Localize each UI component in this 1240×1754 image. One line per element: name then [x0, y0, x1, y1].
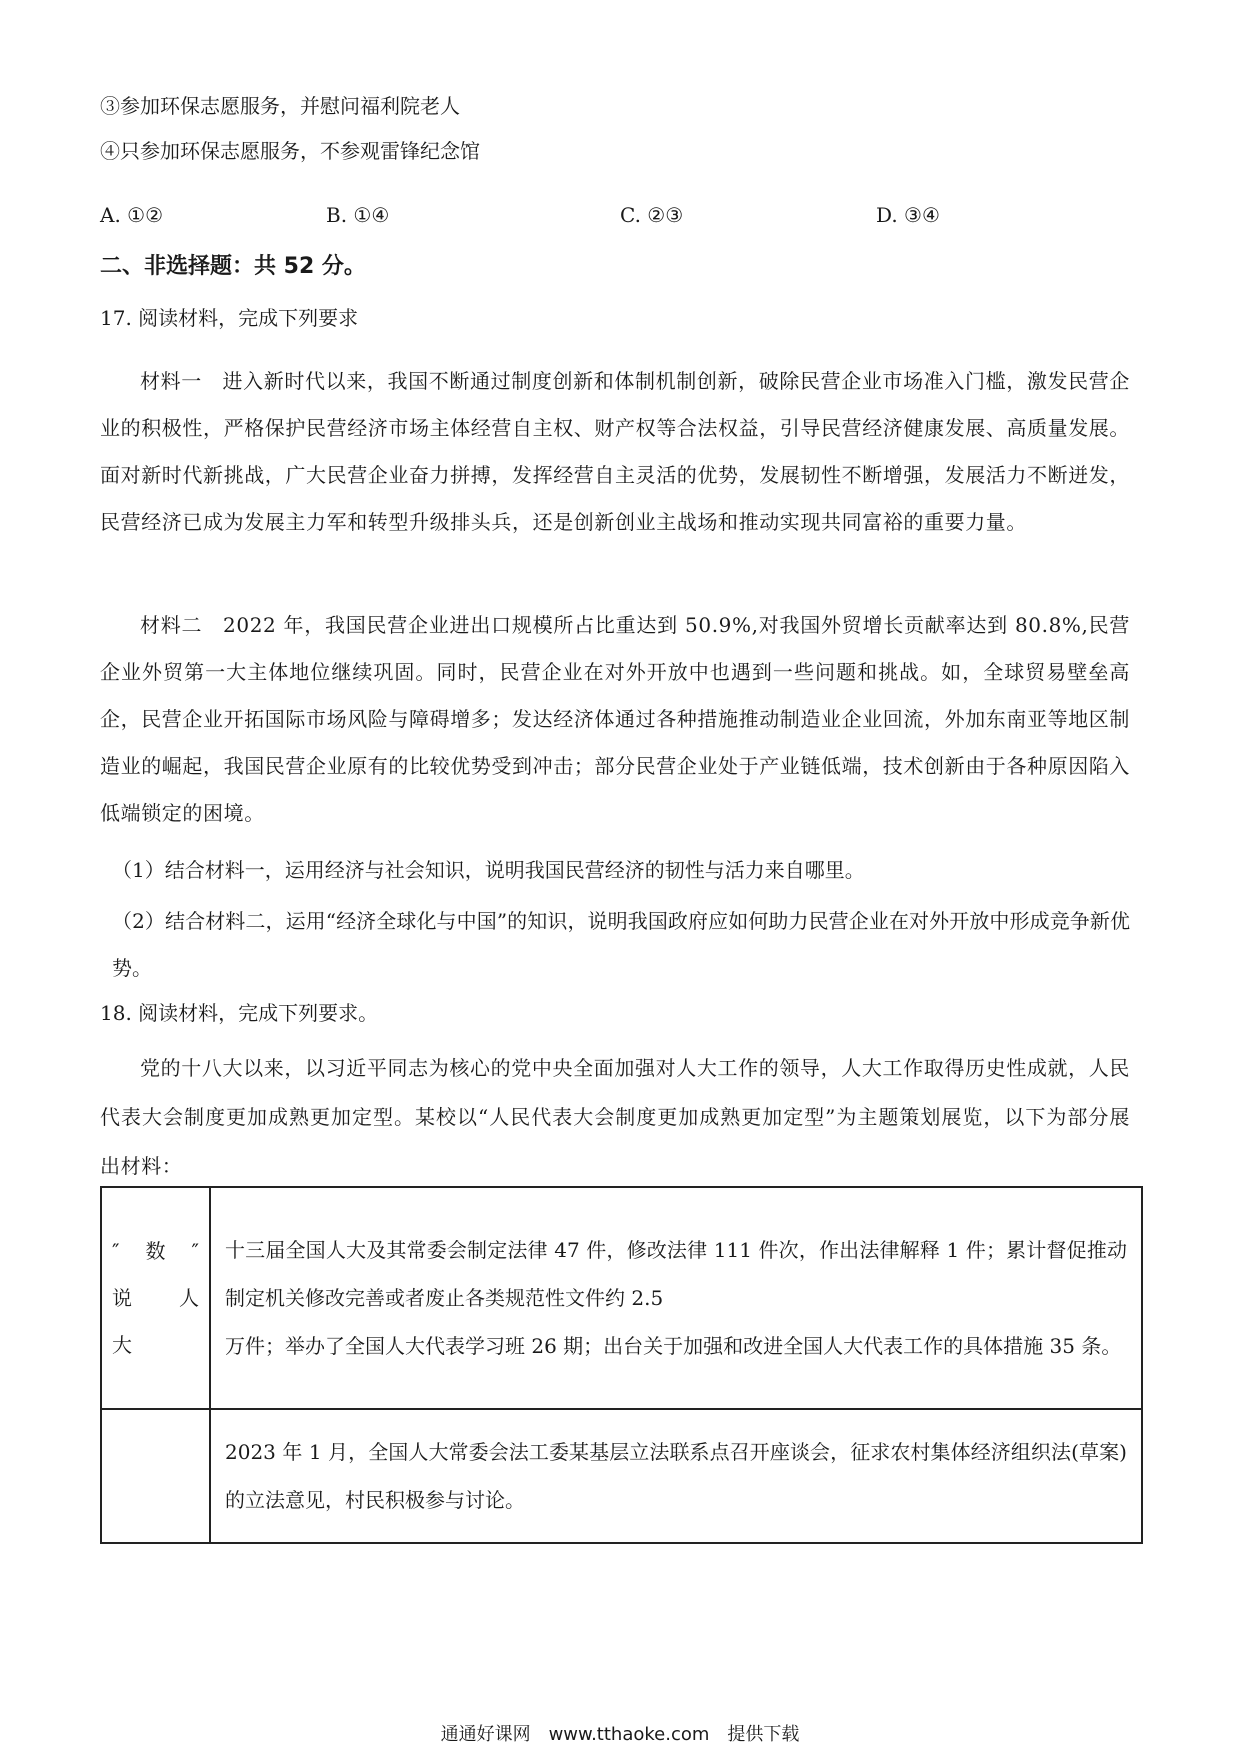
- content-line: 万件；举办了全国人大代表学习班 26 期；出台关于加强和改进全国人大代表工作的具体措施 35 条。: [225, 1334, 1122, 1358]
- q16-item-4: ④只参加环保志愿服务，不参观雷锋纪念馆: [100, 139, 480, 163]
- table-row-label: [101, 1409, 210, 1543]
- table-row: [101, 1409, 1142, 1543]
- q18-intro: 党的十八大以来，以习近平同志为核心的党中央全面加强对人大工作的领导，人大工作取得历史性成就，人民代表大会制度更加成熟更加定型。某校以“人民代表大会制度更加成熟更加定型”为主题策划展览，以下为部分展出材料：: [100, 1056, 1130, 1178]
- q16-options: [100, 200, 1140, 230]
- table-row-label: [101, 1187, 210, 1409]
- q18-prompt: 18. 阅读材料，完成下列要求。: [100, 1001, 379, 1025]
- q17-prompt: 17. 阅读材料，完成下列要求: [100, 306, 359, 330]
- table-row: [101, 1187, 1142, 1409]
- q17-material-1: 材料一 进入新时代以来，我国不断通过制度创新和体制机制创新，破除民营企业市场准入门槛，激发民营企业的积极性，严格保护民营经济市场主体经营自主权、财产权等合法权益，引导民营经济健康发展、高质量发展。面对新时代新挑战，广大民营企业奋力拼搏，发挥经营自主灵活的优势，发展韧性不断增强，发展活力不断迸发，民营经济已成为发展主力军和转型升级排头兵，还是创新创业主战场和推动实现共同富裕的重要力量。: [100, 369, 1130, 534]
- label-line: 大: [112, 1332, 132, 1357]
- q17-subquestion-1: （1）结合材料一，运用经济与社会知识，说明我国民营经济的韧性与活力来自哪里。: [112, 858, 865, 882]
- option-d[interactable]: D. ③④: [876, 203, 940, 227]
- table-row-content: 2023 年 1 月，全国人大常委会法工委某基层立法联系点召开座谈会，征求农村集体经济组织法(草案)的立法意见，村民积极参与讨论。: [210, 1409, 1142, 1543]
- option-b[interactable]: B. ①④: [326, 203, 390, 227]
- table-row-content: [210, 1187, 1142, 1409]
- page-footer: 通通好课网 www.tthaoke.com 提供下载: [440, 1724, 800, 1745]
- q17-material-2: 材料二 2022 年，我国民营企业进出口规模所占比重达到 50.9%,对我国外贸增长贡献率达到 80.8%,民营企业外贸第一大主体地位继续巩固。同时，民营企业在对外开放中也遇到一些问题和挑战。如，全球贸易壁垒高企，民营企业开拓国际市场风险与障碍增多；发达经济体通过各种措施推动制造业企业回流，外加东南亚等地区制造业的崛起，我国民营企业原有的比较优势受到冲击；部分民营企业处于产业链低端，技术创新由于各种原因陷入低端锁定的困境。: [100, 613, 1130, 825]
- label-line: 说人: [112, 1285, 199, 1310]
- label-line: ″数″: [112, 1238, 199, 1263]
- section-heading: 二、非选择题：共 52 分。: [100, 254, 366, 279]
- q17-subquestion-2: （2）结合材料二，运用“经济全球化与中国”的知识，说明我国政府应如何助力民营企业在对外开放中形成竞争新优势。: [112, 909, 1130, 980]
- option-c[interactable]: C. ②③: [620, 203, 684, 227]
- content-line: 十三届全国人大及其常委会制定法律 47 件，修改法律 111 件次，作出法律解释 1 件；累计督促推动制定机关修改完善或者废止各类规范性文件约 2.5: [225, 1238, 1127, 1310]
- exhibit-table: [100, 1186, 1143, 1544]
- option-a[interactable]: A. ①②: [100, 203, 164, 227]
- q16-item-3: ③参加环保志愿服务，并慰问福利院老人: [100, 94, 460, 118]
